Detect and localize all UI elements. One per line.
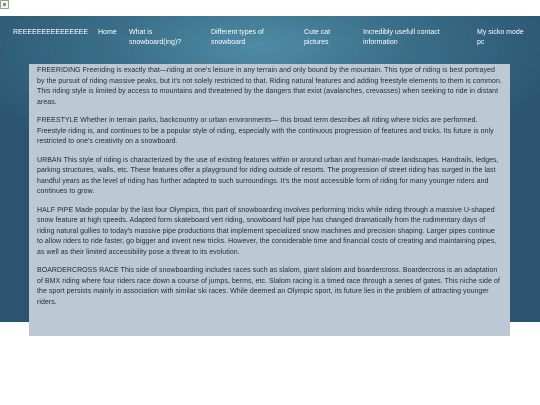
broken-image-icon bbox=[0, 0, 9, 9]
entry-boardercross bbox=[37, 266, 502, 308]
top-navigation bbox=[0, 16, 540, 56]
nav-types-link[interactable]: Different types of snowboard bbox=[211, 29, 264, 46]
entry-freeriding bbox=[37, 66, 502, 108]
nav-site-title[interactable]: REEEEEEEEEEEEEEE bbox=[13, 29, 89, 36]
nav-contact-link[interactable]: Incredibly usefull contact information bbox=[363, 29, 440, 46]
entry-title: URBAN bbox=[37, 156, 62, 164]
nav-what-is-snowboarding-link[interactable]: What is snowboard(ing)? bbox=[129, 29, 182, 46]
content-panel bbox=[29, 64, 510, 336]
hero-background bbox=[0, 16, 540, 322]
entry-text: Whether in terrain parks, backcountry or urban environments— this broad term describes all riding where tricks are performed. Freestyle riding is, and continues to be a popular style of riding, especially with the continuous progression of features and tricks. Its future is only restricted to one's creativity on a snowboard. bbox=[37, 117, 494, 145]
entry-title: HALF PIPE bbox=[37, 206, 74, 214]
entry-freestyle bbox=[37, 116, 502, 148]
entry-text: Freeriding is exactly that—riding at one's leisure in any terrain and only bound by the mountain. This type of riding is best portrayed by the pursuit of riding massive peaks, but it's not solely restricted to that. Riding natural features and adding freestyle elements to them is common. This riding style is limited by access to mountains and threatened by the dangers that exist (avalanches, crevasses) when seeking to ride in distant areas. bbox=[37, 67, 502, 106]
entry-urban bbox=[37, 156, 502, 198]
entry-title: FREESTYLE bbox=[37, 117, 79, 124]
entry-title: FREERIDING bbox=[37, 67, 81, 74]
entry-text: This side of snowboarding includes races such as slalom, giant slalom and boardercross. Boardercross is an adaptation of BMX riding where four riders race down a course of jumps, berms, etc. Slalom racing is a timed race through a series of gates. This niche side of the sport persists mainly in association with similar ski races. While deemed an Olympic sport, its future lies in the problem of attracting younger riders. bbox=[37, 267, 500, 306]
nav-sicko-mode-link[interactable]: My sicko mode pc bbox=[477, 29, 524, 46]
entry-half-pipe bbox=[37, 206, 502, 259]
entry-text: Made popular by the last four Olympics, this part of snowboarding involves performing tricks while riding through a massive U-shaped snow feature at high speeds. Adapted form skateboard vert riding, snowboard half pipe has changed dramatically from the rudimentary days of riding natural gullies to today's massive pipe productions that implement specialized snow machines and precision shaping. Larger pipes continue to allow riders to ride faster, go bigger and invent new tricks. However, the considerable time and financial costs of creating and maintaining pipes, as well as their limited accessibility pose a threat to its evolution. bbox=[37, 206, 497, 256]
nav-cat-pictures-link[interactable]: Cute cat pictures bbox=[304, 29, 331, 46]
entry-title: BOARDERCROSS RACE bbox=[37, 267, 119, 274]
nav-home-link[interactable]: Home bbox=[98, 29, 117, 36]
entry-text: This style of riding is characterized by the use of existing features within or around urban and human-made landscapes. Handrails, ledges, parking structures, walls, etc. These features offer a playground for riding outside of resorts. The progression of street riding has surged in the last handful years as the level of riding has further adapted to such surroundings. It's the most accessible form of riding for many younger riders and continues to grow. bbox=[37, 156, 499, 195]
